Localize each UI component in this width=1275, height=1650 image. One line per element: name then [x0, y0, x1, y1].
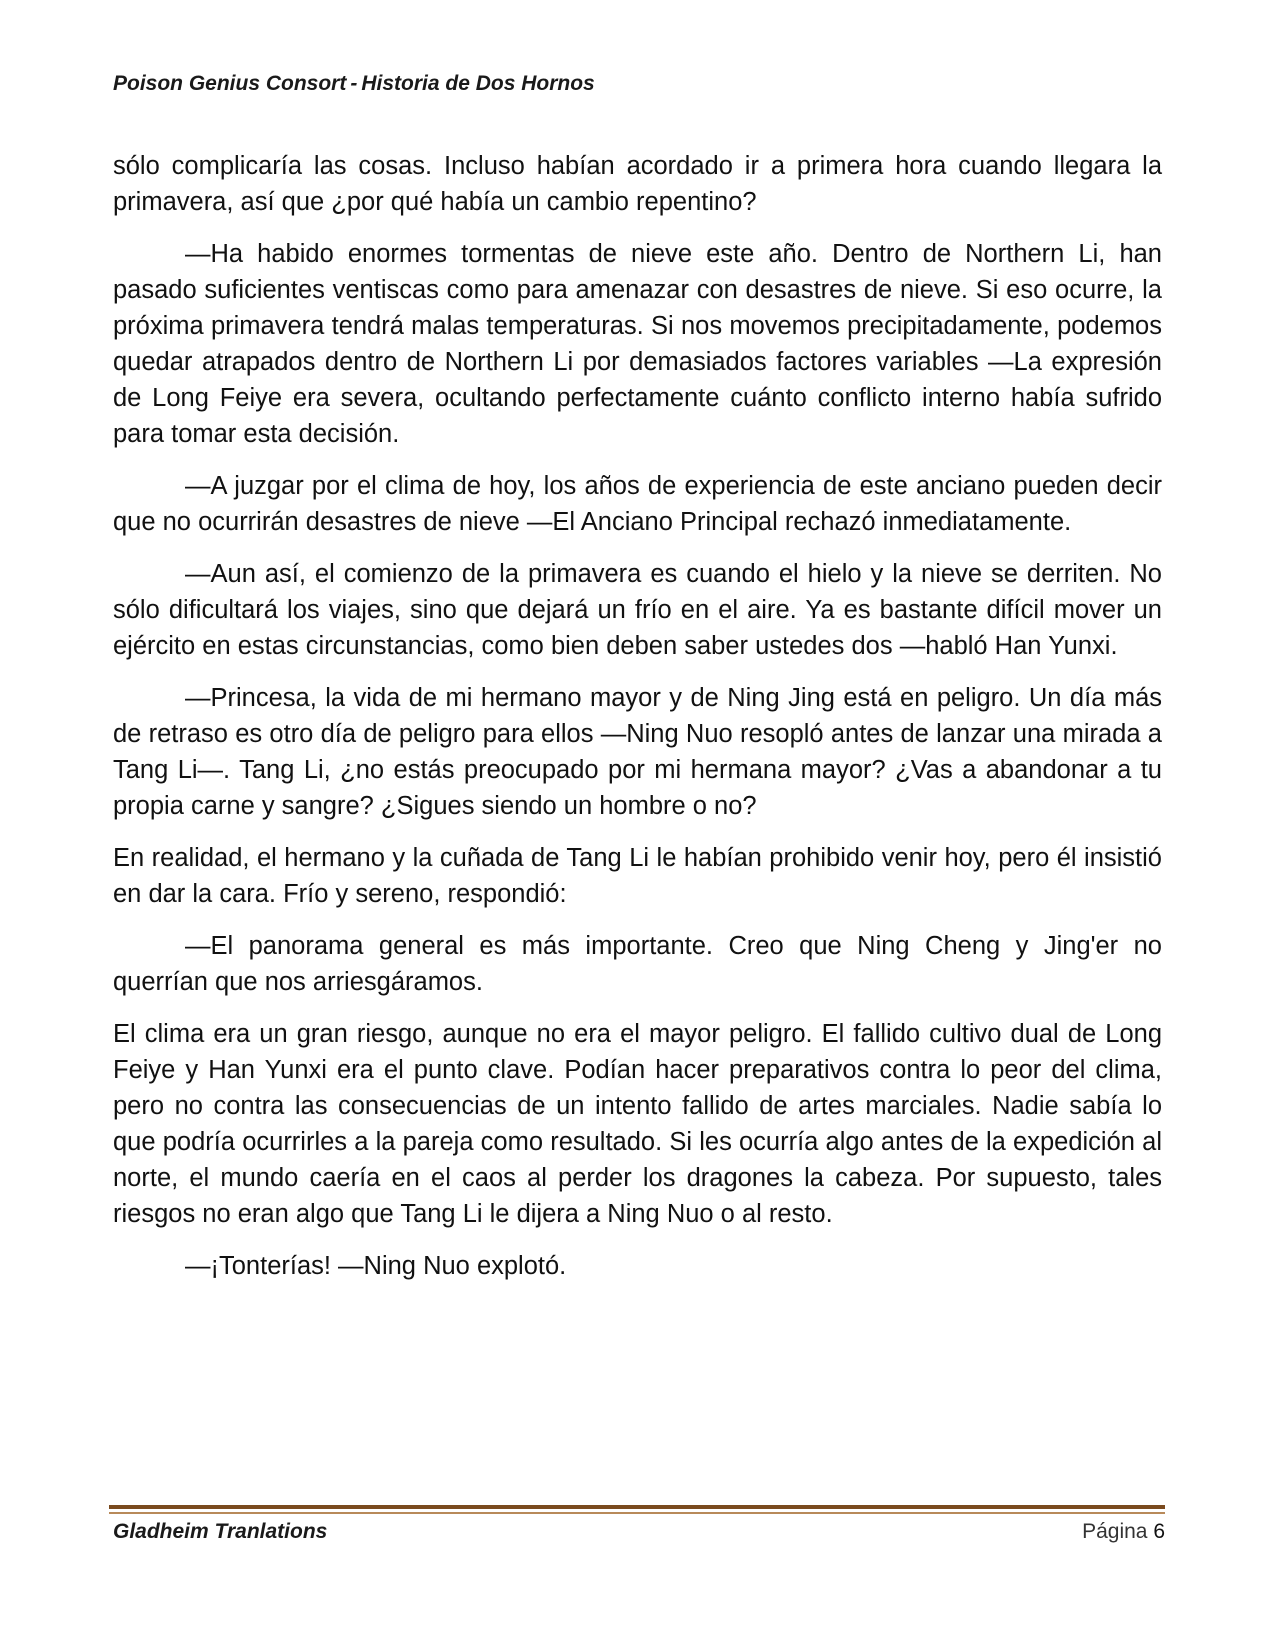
paragraph: sólo complicaría las cosas. Incluso habían acordado ir a primera hora cuando llegara la primavera, así que ¿por qué había un cambio repentino?: [113, 152, 1162, 216]
paragraph: —Princesa, la vida de mi hermano mayor y de Ning Jing está en peligro. Un día más de retraso es otro día de peligro para ellos —Ning Nuo resopló antes de lanzar una mirada a Tang Li—. Tang Li, ¿no estás preocupado por mi hermana mayor? ¿Vas a abandonar a tu propia carne y sangre? ¿Sigues siendo un hombre o no?: [113, 684, 1162, 820]
footer-rule-thin: [109, 1512, 1165, 1514]
footer-rule-thick: [109, 1505, 1165, 1509]
paragraph: —El panorama general es más importante. Creo que Ning Cheng y Jing'er no querrían que nos arriesgáramos.: [113, 932, 1162, 996]
footer-credit: Gladheim Tranlations: [113, 1520, 328, 1543]
paragraph: —Ha habido enormes tormentas de nieve este año. Dentro de Northern Li, han pasado suficientes ventiscas como para amenazar con desastres de nieve. Si eso ocurre, la próxima primavera tendrá malas temperaturas. Si nos movemos precipitadamente, podemos quedar atrapados dentro de Northern Li por demasiados factores variables —La expresión de Long Feiye era severa, ocultando perfectamente cuánto conflicto interno había sufrido para tomar esta decisión.: [113, 240, 1162, 448]
paragraph: El clima era un gran riesgo, aunque no era el mayor peligro. El fallido cultivo dual de Long Feiye y Han Yunxi era el punto clave. Podían hacer preparativos contra lo peor del clima, pero no contra las consecuencias de un intento fallido de artes marciales. Nadie sabía lo que podría ocurrirles a la pareja como resultado. Si les ocurría algo antes de la expedición al norte, el mundo caería en el caos al perder los dragones la cabeza. Por supuesto, tales riesgos no eran algo que Tang Li le dijera a Ning Nuo o al resto.: [113, 1020, 1162, 1228]
book-title: Poison Genius Consort: [113, 72, 347, 95]
page-number: [1082, 1520, 1165, 1544]
page-label: Página: [1082, 1520, 1148, 1543]
paragraph: —¡Tonterías! —Ning Nuo explotó.: [185, 1252, 567, 1280]
header-separator: -: [350, 72, 358, 95]
page-number-value: 6: [1153, 1520, 1165, 1543]
page-header: [113, 72, 595, 96]
page-body: [113, 148, 1162, 1284]
paragraph: —Aun así, el comienzo de la primavera es cuando el hielo y la nieve se derriten. No sólo dificultará los viajes, sino que dejará un frío en el aire. Ya es bastante difícil mover un ejército en estas circunstancias, como bien deben saber ustedes dos —habló Han Yunxi.: [113, 560, 1162, 660]
paragraph: En realidad, el hermano y la cuñada de Tang Li le habían prohibido venir hoy, pero él insistió en dar la cara. Frío y sereno, respondió:: [113, 844, 1162, 908]
chapter-title: Historia de Dos Hornos: [361, 72, 595, 95]
paragraph: —A juzgar por el clima de hoy, los años de experiencia de este anciano pueden decir que no ocurrirán desastres de nieve —El Anciano Principal rechazó inmediatamente.: [113, 472, 1162, 536]
